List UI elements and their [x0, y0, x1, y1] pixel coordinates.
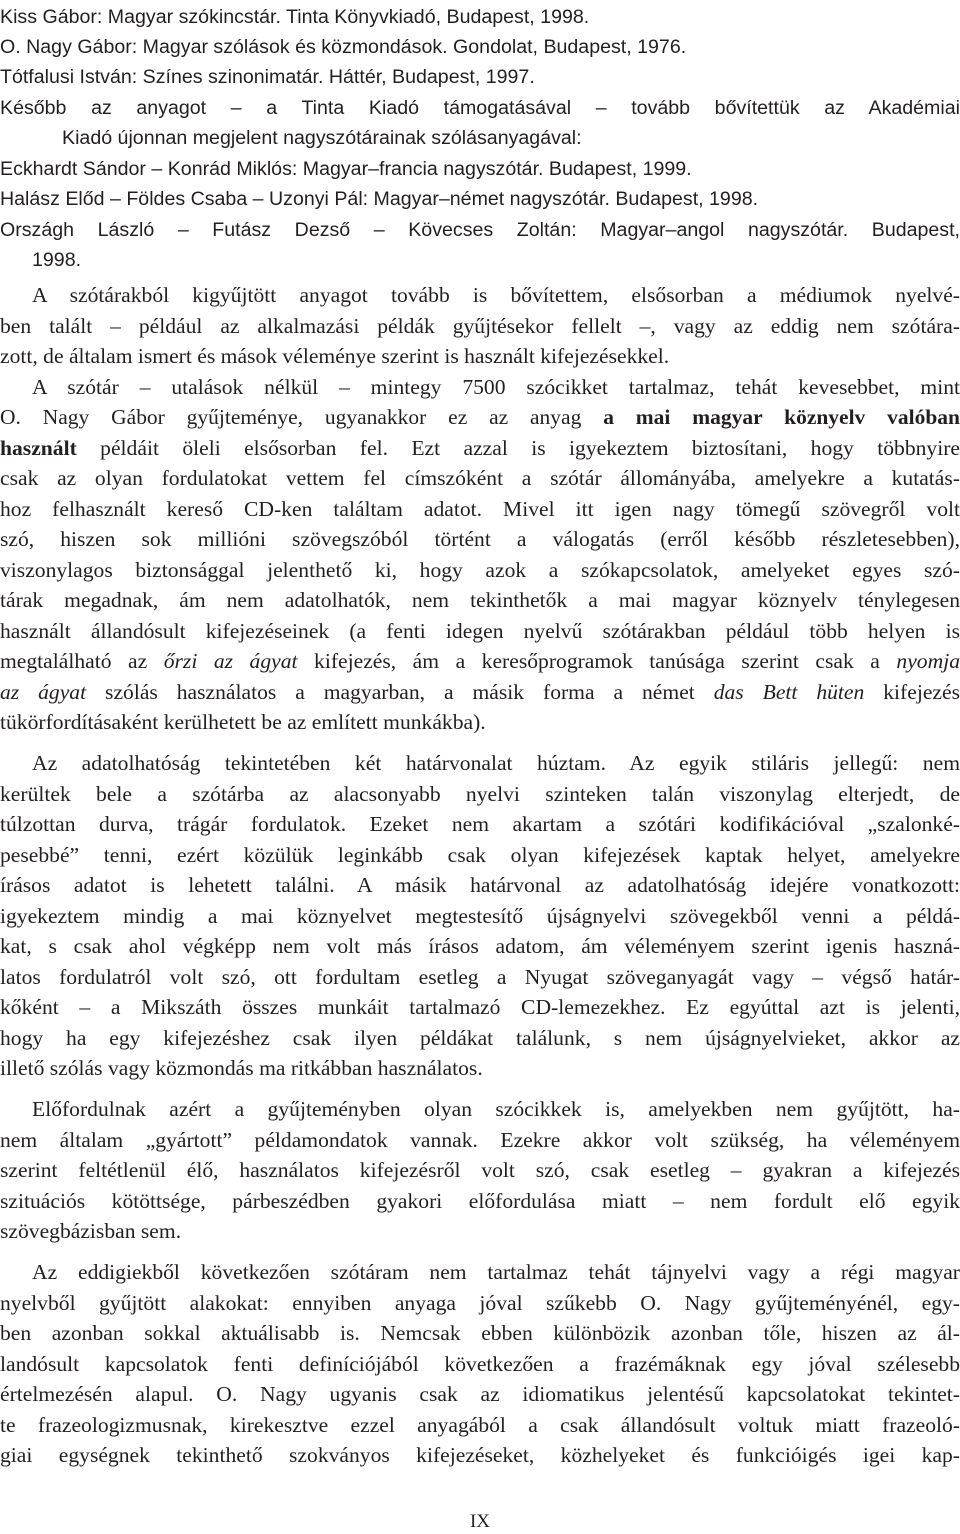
paragraph-line: igyekeztem mindig a mai köznyelvet megtestesítő újságnyelvi szövegekből venni a példá- [0, 904, 960, 928]
text-run: kifejezés [864, 680, 960, 704]
page-number: IX [469, 1511, 491, 1532]
paragraph-line: illető szólás vagy közmondás ma ritkábban használatos. [0, 1056, 483, 1080]
reference-line: Kiadó újonnan megjelent nagyszótárainak szólásanyagával: [62, 127, 582, 149]
paragraph-line [0, 402, 960, 432]
paragraph-line: te frazeologizmusnak, kirekesztve ezzel anyagából a csak állandósult voltuk miatt frazeoló- [0, 1413, 960, 1437]
paragraph-line: szó, hiszen sok millióni szövegszóból történt a válogatás (erről később részletesebben), [0, 527, 960, 551]
bold-emphasis: használt [0, 436, 77, 460]
paragraph-line: tükörfordításaként kerülhetett be az említett munkákba). [0, 710, 486, 734]
paragraph-line: szövegbázisban sem. [0, 1219, 182, 1243]
paragraph-line: szerint feltétlenül élő, használatos kifejezésről volt szó, csak esetleg – gyakran a kifejezés [0, 1158, 960, 1182]
text-run: O. Nagy Gábor gyűjteménye, ugyanakkor ez az anyag [0, 405, 604, 429]
paragraph-line: A szótárakból kigyűjtött anyagot tovább is bővítettem, elsősorban a médiumok nyelvé- [32, 283, 960, 307]
paragraph-line: hoz felhasznált kereső CD-ken találtam adatot. Mivel itt igen nagy tömegű szövegről volt [0, 497, 960, 521]
paragraph-line: pesebbé” tenni, ezért közülük leginkább csak olyan kifejezések kaptak helyet, amelyekre [0, 843, 960, 867]
paragraph-line: Előfordulnak azért a gyűjteményben olyan szócikkek is, amelyekben nem gyűjtött, ha- [32, 1097, 960, 1121]
paragraph-line [0, 433, 960, 463]
reference-line: Halász Előd – Földes Csaba – Uzonyi Pál: Magyar–német nagyszótár. Budapest, 1998. [0, 188, 759, 210]
text-run: kifejezés, ám a keresőprogramok tanúsága szerint csak a [297, 649, 897, 673]
paragraph-line: kőként – a Mikszáth összes munkáit tartalmazó CD-lemezekhez. Ez egyúttal azt is jelenti, [0, 995, 960, 1019]
paragraph-line: használt állandósult kifejezéseinek (a fenti idegen nyelvű szótárakban például több helyen is [0, 619, 960, 643]
reference-line: Később az anyagot – a Tinta Kiadó támogatásával – tovább bővítettük az Akadémiai [0, 97, 960, 119]
paragraph-line: írásos adatot is lehetett találni. A másik határvonal az adatolhatóság idejére vonatkozott: [0, 873, 960, 897]
paragraph-line: Az adatolhatóság tekintetében két határvonalat húztam. Az egyik stiláris jellegű: nem [32, 751, 960, 775]
paragraph-line: zott, de általam ismert és mások véleménye szerint is használt kifejezésekkel. [0, 344, 670, 368]
paragraph-line: csak az olyan fordulatokat vettem fel címszóként a szótár állományába, amelyekre a kutatás- [0, 466, 960, 490]
italic-phrase: őrzi az ágyat [163, 649, 298, 673]
paragraph-line: ben azonban sokkal aktuálisabb is. Nemcsak ebben különbözik azonban tőle, hiszen az ál- [0, 1321, 960, 1345]
paragraph-line: A szótár – utalások nélkül – mintegy 7500 szócikket tartalmaz, tehát kevesebbet, mint [32, 375, 960, 399]
paragraph-line: ben talált – például az alkalmazási példák gyűjtésekor fellelt –, vagy az eddig nem szótára- [0, 314, 960, 338]
paragraph-line: szituációs kötöttsége, párbeszédben gyakori előfordulása miatt – nem fordult elő egyik [0, 1189, 960, 1213]
reference-line: Kiss Gábor: Magyar szókincstár. Tinta Könyvkiadó, Budapest, 1998. [0, 6, 590, 28]
paragraph-line: landósult kapcsolatok fenti definíciójából következően a frazémáknak egy jóval szélesebb [0, 1352, 960, 1376]
paragraph-line: latos fordulatról volt szó, ott fordultam esetleg a Nyugat szöveganyagát vagy – végső határ- [0, 965, 960, 989]
italic-phrase: az ágyat [0, 680, 87, 704]
italic-phrase: das Bett hüten [713, 680, 865, 704]
reference-line: 1998. [32, 249, 82, 271]
text-run: példáit öleli elsősorban fel. Ezt azzal is igyekeztem biztosítani, hogy többnyire [76, 436, 960, 460]
reference-line: Országh László – Futász Dezső – Kövecses Zoltán: Magyar–angol nagyszótár. Budapest, [0, 219, 960, 241]
paragraph-line: túlzottan durva, trágár fordulatok. Ezeket nem akartam a szótári kodifikációval „szalonké- [0, 812, 960, 836]
paragraph-line: giai egységnek tekinthető szokványos kifejezéseket, közhelyeket és funkcióigés igei kap- [0, 1443, 960, 1467]
paragraph-line: nem általam „gyártott” példamondatok vannak. Ezekre akkor volt szükség, ha véleményem [0, 1128, 960, 1152]
paragraph-line: nyelvből gyűjtött alakokat: ennyiben anyaga jóval szűkebb O. Nagy gyűjteményénél, egy- [0, 1291, 960, 1315]
paragraph-line: kerültek bele a szótárba az alacsonyabb nyelvi szinteken talán viszonylag elterjedt, de [0, 782, 960, 806]
reference-line: O. Nagy Gábor: Magyar szólások és közmondások. Gondolat, Budapest, 1976. [0, 36, 687, 58]
paragraph-line: értelmezésén alapul. O. Nagy ugyanis csak az idiomatikus jelentésű kapcsolatokat tekintet- [0, 1382, 960, 1406]
paragraph-line: hogy ha egy kifejezéshez csak ilyen példákat találunk, s nem újságnyelvieket, akkor az [0, 1026, 960, 1050]
paragraph-line: tárak megadnak, ám nem adatolhatók, nem tekinthetők a mai magyar köznyelv ténylegesen [0, 588, 960, 612]
paragraph-line [0, 677, 960, 707]
text-run: megtalálható az [0, 649, 164, 673]
reference-line: Eckhardt Sándor – Konrád Miklós: Magyar–francia nagyszótár. Budapest, 1999. [0, 158, 692, 180]
italic-phrase: nyomja [896, 649, 960, 673]
paragraph-line: kat, s csak ahol végképp nem volt más írásos adatom, ám véleményem szerint igenis haszná- [0, 934, 960, 958]
text-run: szólás használatos a magyarban, a másik forma a német [86, 680, 714, 704]
paragraph-line: viszonylagos biztonsággal jelenthető ki, hogy azok a szókapcsolatok, amelyeket egyes szó- [0, 558, 960, 582]
paragraph-line: Az eddigiekből következően szótáram nem tartalmaz tehát tájnyelvi vagy a régi magyar [32, 1260, 960, 1284]
bold-emphasis: a mai magyar köznyelv valóban [603, 405, 960, 429]
reference-line: Tótfalusi István: Színes szinonimatár. Háttér, Budapest, 1997. [0, 66, 535, 88]
paragraph-line [0, 646, 960, 676]
